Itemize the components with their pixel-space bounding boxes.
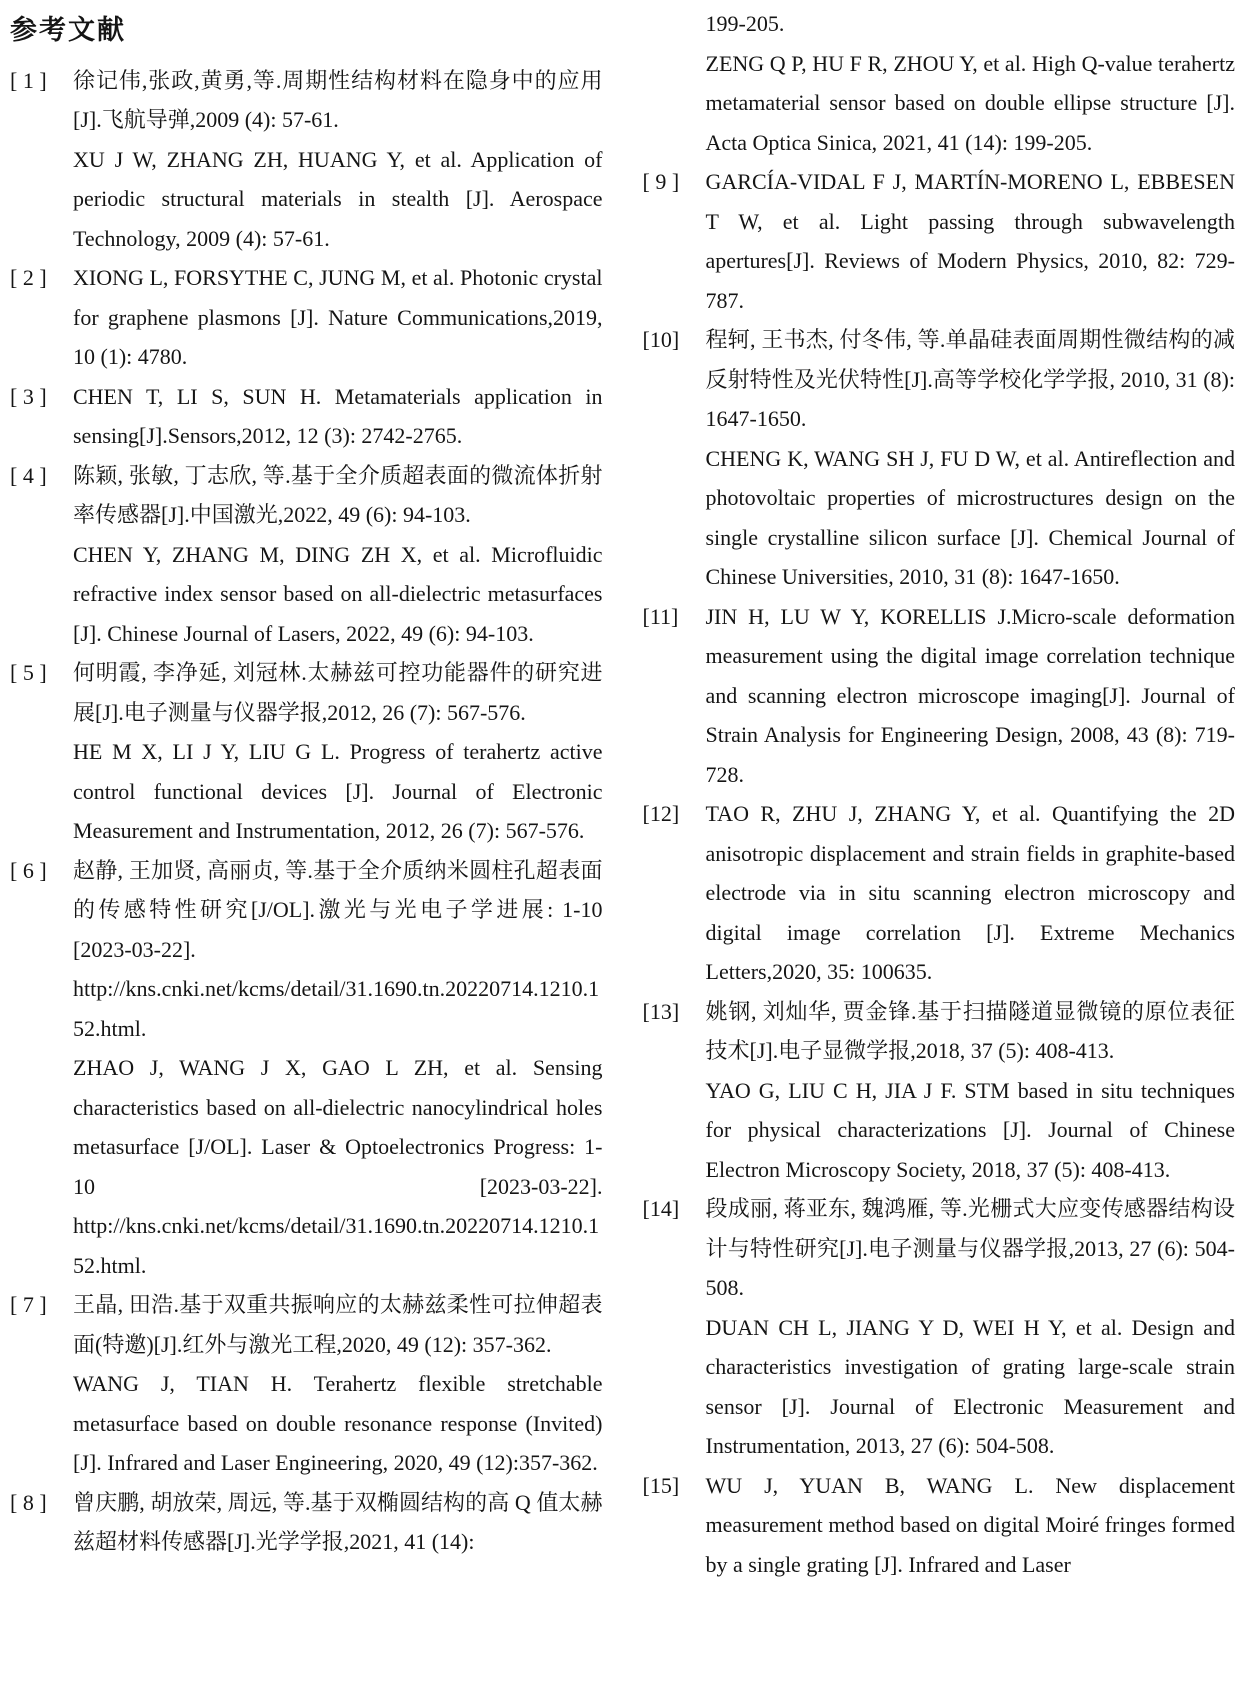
reference-entry bbox=[10, 377, 603, 456]
reference-number: [ 1 ] bbox=[10, 67, 47, 93]
reference-entry bbox=[10, 851, 603, 1286]
reference-number: [13] bbox=[642, 998, 680, 1024]
reference-list-right bbox=[643, 4, 1236, 1584]
reference-entry bbox=[10, 61, 603, 259]
reference-number: [ 5 ] bbox=[10, 660, 47, 686]
reference-entry bbox=[643, 1466, 1236, 1585]
column-right bbox=[643, 4, 1236, 1584]
reference-content bbox=[706, 4, 1236, 162]
reference-number: [ 3 ] bbox=[10, 383, 47, 409]
reference-number: [ 7 ] bbox=[10, 1292, 47, 1318]
reference-number: [10] bbox=[642, 327, 680, 352]
reference-content bbox=[706, 162, 1236, 320]
reference-number: [11] bbox=[642, 603, 679, 629]
reference-content bbox=[73, 653, 603, 851]
reference-entry bbox=[10, 258, 603, 377]
section-title: 参考文献 bbox=[10, 15, 126, 45]
reference-content bbox=[706, 992, 1236, 1190]
reference-number: [ 6 ] bbox=[10, 857, 47, 883]
reference-number: [ 4 ] bbox=[10, 462, 47, 488]
citation-paragraph: 曾庆鹏, 胡放荣, 周远, 等.基于双椭圆结构的高 Q 值太赫兹超材料传感器[J].光学学报,2021, 41 (14): bbox=[73, 1489, 603, 1555]
citation-paragraph: 陈颖, 张敏, 丁志欣, 等.基于全介质超表面的微流体折射率传感器[J].中国激光,2022, 49 (6): 94-103. bbox=[73, 462, 603, 528]
citation-paragraph: GARCÍA-VIDAL F J, MARTÍN-MORENO L, EBBESEN T W, et al. Light passing through subwavelength apertures[J]. Reviews of Modern Physics, 2010, 82: 729-787. bbox=[705, 169, 1235, 313]
column-left bbox=[10, 4, 603, 1584]
citation-paragraph: ZHAO J, WANG J X, GAO L ZH, et al. Sensing characteristics based on all-dielectric nanocylindrical holes metasurface [J/OL]. Laser & Optoelectronics Progress: 1-10 [2023-03-22]. http://kns.cnki.net/kcms/detail/31.1690.tn.20220714.1210.152.html. bbox=[73, 1055, 603, 1278]
reference-content bbox=[73, 1285, 603, 1483]
reference-number: [14] bbox=[642, 1196, 680, 1221]
citation-paragraph: WANG J, TIAN H. Terahertz flexible stretchable metasurface based on double resonance response (Invited) [J]. Infrared and Laser Engineering, 2020, 49 (12):357-362. bbox=[73, 1371, 603, 1476]
citation-paragraph: DUAN CH L, JIANG Y D, WEI H Y, et al. Design and characteristics investigation of grating large-scale strain sensor [J]. Journal of Electronic Measurement and Instrumentation, 2013, 27 (6): 504-508. bbox=[705, 1314, 1235, 1458]
reference-content bbox=[73, 1483, 603, 1562]
reference-list-left bbox=[10, 61, 603, 1562]
citation-paragraph: CHEN T, LI S, SUN H. Metamaterials application in sensing[J].Sensors,2012, 12 (3): 2742-2765. bbox=[73, 383, 603, 449]
reference-entry bbox=[643, 162, 1236, 320]
reference-content bbox=[706, 597, 1236, 795]
reference-entry bbox=[10, 456, 603, 654]
citation-paragraph: TAO R, ZHU J, ZHANG Y, et al. Quantifying the 2D anisotropic displacement and strain fields in graphite-based electrode via in situ scanning electron microscopy and digital image correlation [J]. Extreme Mechanics Letters,2020, 35: 100635. bbox=[705, 801, 1235, 984]
reference-number: [ 2 ] bbox=[10, 265, 47, 291]
reference-number: [ 8 ] bbox=[10, 1489, 47, 1515]
citation-paragraph: 王晶, 田浩.基于双重共振响应的太赫兹柔性可拉伸超表面(特邀)[J].红外与激光工程,2020, 49 (12): 357-362. bbox=[73, 1292, 603, 1357]
citation-paragraph: 段成丽, 蒋亚东, 魏鸿雁, 等.光栅式大应变传感器结构设计与特性研究[J].电子测量与仪器学报,2013, 27 (6): 504-508. bbox=[705, 1196, 1235, 1300]
reference-entry bbox=[643, 320, 1236, 597]
reference-number: [ 9 ] bbox=[642, 169, 680, 194]
citation-paragraph: 赵静, 王加贤, 高丽贞, 等.基于全介质纳米圆柱孔超表面的传感特性研究[J/OL].激光与光电子学进展: 1-10 [2023-03-22]. http://kns.cnki.net/kcms/detail/31.1690.tn.20220714.1210.152.html. bbox=[73, 857, 603, 1041]
reference-content bbox=[706, 1189, 1236, 1466]
reference-content bbox=[706, 1466, 1236, 1585]
reference-content bbox=[73, 851, 603, 1286]
citation-paragraph: XU J W, ZHANG ZH, HUANG Y, et al. Application of periodic structural materials in stealth [J]. Aerospace Technology, 2009 (4): 57-61. bbox=[73, 146, 603, 251]
citation-paragraph: XIONG L, FORSYTHE C, JUNG M, et al. Photonic crystal for graphene plasmons [J]. Nature Communications,2019, 10 (1): 4780. bbox=[73, 265, 603, 370]
reference-number: [15] bbox=[642, 1472, 680, 1498]
reference-entry bbox=[643, 992, 1236, 1190]
reference-entry bbox=[10, 653, 603, 851]
reference-content bbox=[73, 377, 603, 456]
citation-paragraph: 徐记伟,张政,黄勇,等.周期性结构材料在隐身中的应用[J].飞航导弹,2009 (4): 57-61. bbox=[73, 67, 603, 133]
citation-paragraph: HE M X, LI J Y, LIU G L. Progress of terahertz active control functional devices [J]. Journal of Electronic Measurement and Instrumentation, 2012, 26 (7): 567-576. bbox=[73, 739, 603, 844]
reference-content bbox=[73, 258, 603, 377]
reference-number: [12] bbox=[642, 801, 680, 826]
reference-content bbox=[706, 320, 1236, 597]
reference-entry bbox=[10, 1285, 603, 1483]
citation-paragraph: YAO G, LIU C H, JIA J F. STM based in situ techniques for physical characterizations [J]. Journal of Chinese Electron Microscopy Society, 2018, 37 (5): 408-413. bbox=[705, 1077, 1235, 1182]
reference-entry bbox=[643, 794, 1236, 992]
citation-paragraph: CHENG K, WANG SH J, FU D W, et al. Antireflection and photovoltaic properties of microstructures design on the single crystalline silicon surface [J]. Chemical Journal of Chinese Universities, 2010, 31 (8): 1647-1650. bbox=[705, 445, 1235, 589]
citation-paragraph: 程轲, 王书杰, 付冬伟, 等.单晶硅表面周期性微结构的减反射特性及光伏特性[J].高等学校化学学报, 2010, 31 (8): 1647-1650. bbox=[705, 327, 1235, 431]
citation-paragraph: WU J, YUAN B, WANG L. New displacement measurement method based on digital Moiré fringes formed by a single grating [J]. Infrared and Laser bbox=[705, 1472, 1235, 1577]
reference-content bbox=[706, 794, 1236, 992]
citation-paragraph: 何明霞, 李净延, 刘冠林.太赫兹可控功能器件的研究进展[J].电子测量与仪器学报,2012, 26 (7): 567-576. bbox=[73, 660, 603, 725]
citation-paragraph: JIN H, LU W Y, KORELLIS J.Micro-scale deformation measurement using the digital image correlation technique and scanning electron microscope imaging[J]. Journal of Strain Analysis for Engineering Design, 2008, 43 (8): 719-728. bbox=[705, 603, 1235, 787]
reference-entry bbox=[643, 1189, 1236, 1466]
reference-content bbox=[73, 456, 603, 654]
reference-content bbox=[73, 61, 603, 259]
reference-entry bbox=[10, 1483, 603, 1562]
citation-paragraph: ZENG Q P, HU F R, ZHOU Y, et al. High Q-value terahertz metamaterial sensor based on double ellipse structure [J]. Acta Optica Sinica, 2021, 41 (14): 199-205. bbox=[705, 50, 1235, 155]
reference-entry bbox=[643, 597, 1236, 795]
citation-paragraph: 姚钢, 刘灿华, 贾金锋.基于扫描隧道显微镜的原位表征技术[J].电子显微学报,2018, 37 (5): 408-413. bbox=[705, 998, 1235, 1063]
citation-paragraph: CHEN Y, ZHANG M, DING ZH X, et al. Microfluidic refractive index sensor based on all-dielectric metasurfaces [J]. Chinese Journal of Lasers, 2022, 49 (6): 94-103. bbox=[73, 541, 603, 646]
citation-paragraph: 199-205. bbox=[705, 11, 785, 36]
reference-entry bbox=[643, 4, 1236, 162]
